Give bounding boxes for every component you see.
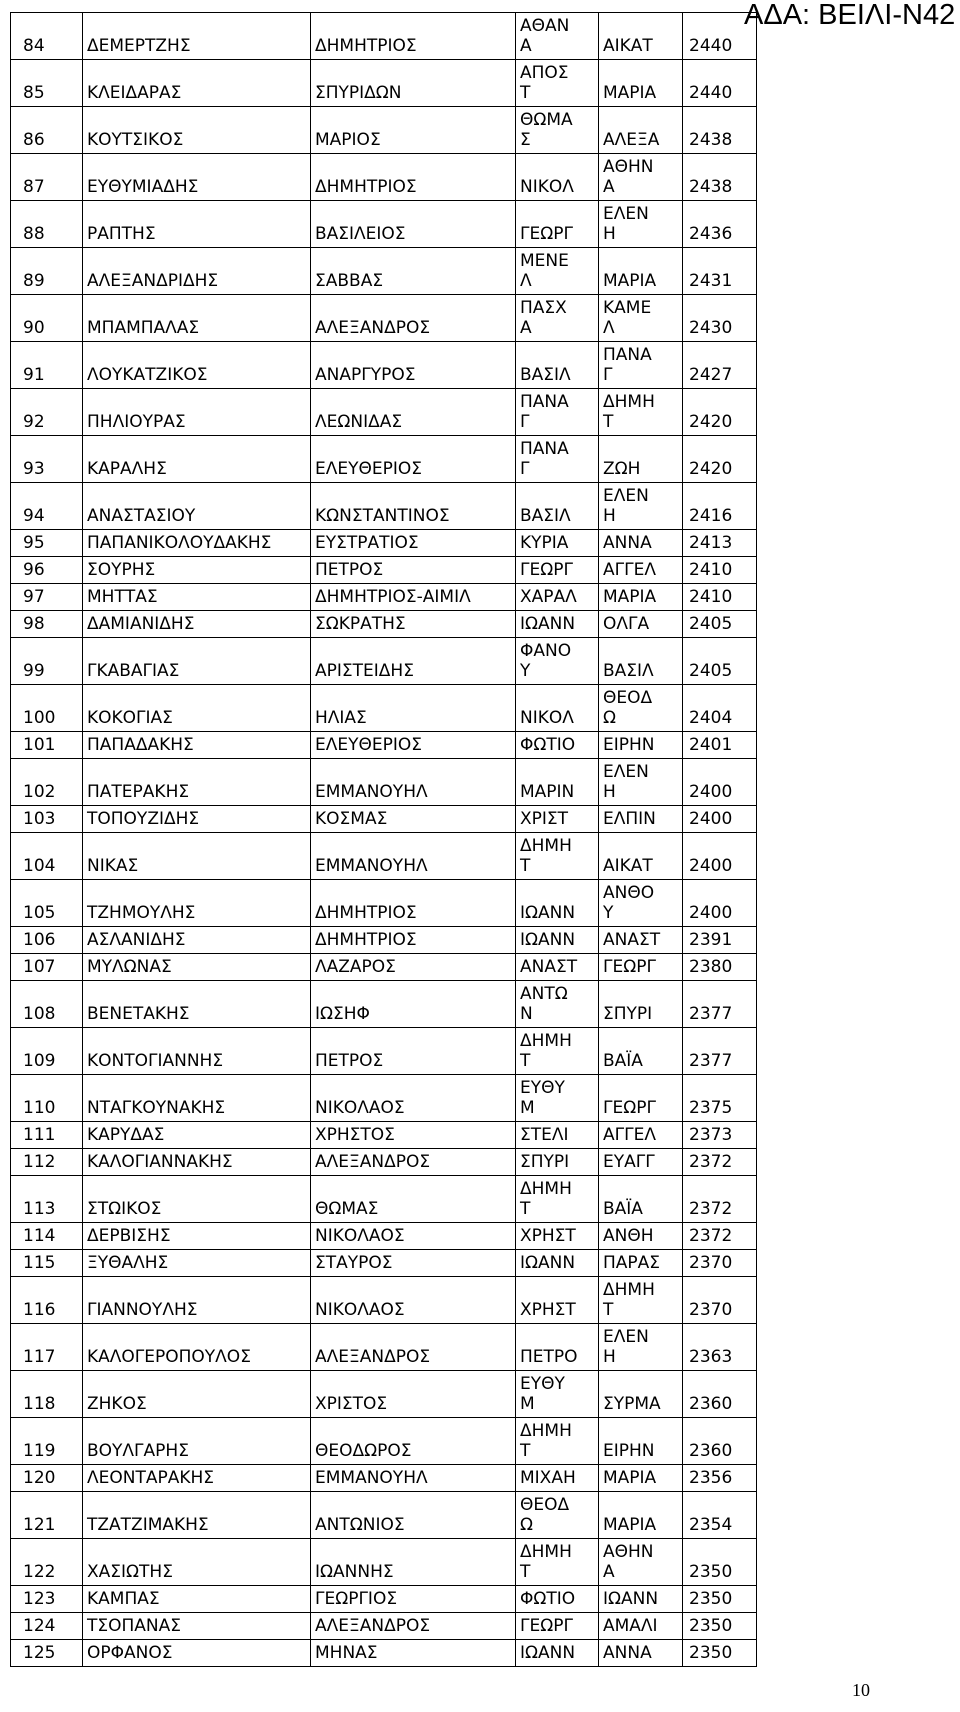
father-name-cell: ΜΑΡΙΝ <box>516 759 599 806</box>
row-number-cell: 112 <box>11 1149 83 1176</box>
first-name-cell: ΝΙΚΟΛΑΟΣ <box>311 1075 516 1122</box>
score-cell: 2372 <box>683 1176 757 1223</box>
surname-cell: ΚΟΚΟΓΙΑΣ <box>83 685 311 732</box>
table-row <box>11 1539 757 1586</box>
score-cell: 2380 <box>683 954 757 981</box>
first-name-cell: ΣΤΑΥΡΟΣ <box>311 1250 516 1277</box>
mother-name-cell: ΑΝΝΑ <box>599 530 683 557</box>
father-name-cell: ΒΑΣΙΛ <box>516 342 599 389</box>
row-number-cell: 95 <box>11 530 83 557</box>
mother-name-cell: ΑΙΚΑΤ <box>599 13 683 60</box>
table-row <box>11 1465 757 1492</box>
first-name-cell: ΕΛΕΥΘΕΡΙΟΣ <box>311 732 516 759</box>
mother-name-cell: ΜΑΡΙΑ <box>599 60 683 107</box>
first-name-cell: ΑΛΕΞΑΝΔΡΟΣ <box>311 295 516 342</box>
first-name-cell: ΛΑΖΑΡΟΣ <box>311 954 516 981</box>
surname-cell: ΔΑΜΙΑΝΙΔΗΣ <box>83 611 311 638</box>
father-name-cell: ΦΩΤΙΟ <box>516 1586 599 1613</box>
row-number-cell: 105 <box>11 880 83 927</box>
surname-cell: ΣΤΩΙΚΟΣ <box>83 1176 311 1223</box>
table-row <box>11 584 757 611</box>
mother-name-cell: ΟΛΓΑ <box>599 611 683 638</box>
table-row <box>11 759 757 806</box>
first-name-cell: ΣΩΚΡΑΤΗΣ <box>311 611 516 638</box>
surname-cell: ΠΑΤΕΡΑΚΗΣ <box>83 759 311 806</box>
surname-cell: ΜΠΑΜΠΑΛΑΣ <box>83 295 311 342</box>
row-number-cell: 90 <box>11 295 83 342</box>
score-cell: 2375 <box>683 1075 757 1122</box>
father-name-cell: ΕΥΘΥ Μ <box>516 1371 599 1418</box>
first-name-cell: ΘΩΜΑΣ <box>311 1176 516 1223</box>
first-name-cell: ΝΙΚΟΛΑΟΣ <box>311 1223 516 1250</box>
father-name-cell: ΘΕΟΔ Ω <box>516 1492 599 1539</box>
score-cell: 2438 <box>683 107 757 154</box>
score-cell: 2350 <box>683 1640 757 1667</box>
mother-name-cell: ΕΛΕΝ Η <box>599 759 683 806</box>
row-number-cell: 104 <box>11 833 83 880</box>
first-name-cell: ΔΗΜΗΤΡΙΟΣ-ΑΙΜΙΛ <box>311 584 516 611</box>
page-number: 10 <box>852 1680 870 1700</box>
surname-cell: ΛΟΥΚΑΤΖΙΚΟΣ <box>83 342 311 389</box>
score-cell: 2401 <box>683 732 757 759</box>
table-row <box>11 1324 757 1371</box>
table-row <box>11 13 757 60</box>
father-name-cell: ΔΗΜΗ Τ <box>516 1539 599 1586</box>
table-row <box>11 248 757 295</box>
row-number-cell: 116 <box>11 1277 83 1324</box>
father-name-cell: ΑΝΤΩ Ν <box>516 981 599 1028</box>
father-name-cell: ΧΡΗΣΤ <box>516 1277 599 1324</box>
table-row <box>11 1613 757 1640</box>
mother-name-cell: ΑΝΑΣΤ <box>599 927 683 954</box>
first-name-cell: ΔΗΜΗΤΡΙΟΣ <box>311 927 516 954</box>
row-number-cell: 91 <box>11 342 83 389</box>
score-cell: 2436 <box>683 201 757 248</box>
table-row <box>11 927 757 954</box>
table-row <box>11 880 757 927</box>
mother-name-cell: ΑΘΗΝ Α <box>599 1539 683 1586</box>
first-name-cell: ΚΟΣΜΑΣ <box>311 806 516 833</box>
mother-name-cell: ΑΓΓΕΛ <box>599 1122 683 1149</box>
father-name-cell: ΦΩΤΙΟ <box>516 732 599 759</box>
mother-name-cell: ΒΑΪΑ <box>599 1028 683 1075</box>
first-name-cell: ΚΩΝΣΤΑΝΤΙΝΟΣ <box>311 483 516 530</box>
mother-name-cell: ΕΛΠΙΝ <box>599 806 683 833</box>
father-name-cell: ΦΑΝΟ Υ <box>516 638 599 685</box>
score-cell: 2405 <box>683 638 757 685</box>
score-cell: 2377 <box>683 1028 757 1075</box>
score-cell: 2354 <box>683 1492 757 1539</box>
score-cell: 2350 <box>683 1586 757 1613</box>
first-name-cell: ΝΙΚΟΛΑΟΣ <box>311 1277 516 1324</box>
score-cell: 2391 <box>683 927 757 954</box>
score-cell: 2440 <box>683 13 757 60</box>
surname-cell: ΑΛΕΞΑΝΔΡΙΔΗΣ <box>83 248 311 295</box>
row-number-cell: 108 <box>11 981 83 1028</box>
father-name-cell: ΠΑΣΧ Α <box>516 295 599 342</box>
father-name-cell: ΣΠΥΡΙ <box>516 1149 599 1176</box>
row-number-cell: 92 <box>11 389 83 436</box>
father-name-cell: ΙΩΑΝΝ <box>516 1250 599 1277</box>
table-row <box>11 60 757 107</box>
score-cell: 2413 <box>683 530 757 557</box>
score-cell: 2360 <box>683 1371 757 1418</box>
first-name-cell: ΧΡΙΣΤΟΣ <box>311 1371 516 1418</box>
father-name-cell: ΠΑΝΑ Γ <box>516 436 599 483</box>
mother-name-cell: ΖΩΗ <box>599 436 683 483</box>
father-name-cell: ΙΩΑΝΝ <box>516 880 599 927</box>
mother-name-cell: ΙΩΑΝΝ <box>599 1586 683 1613</box>
surname-cell: ΤΖΗΜΟΥΛΗΣ <box>83 880 311 927</box>
surname-cell: ΟΡΦΑΝΟΣ <box>83 1640 311 1667</box>
mother-name-cell: ΜΑΡΙΑ <box>599 1465 683 1492</box>
score-cell: 2430 <box>683 295 757 342</box>
mother-name-cell: ΕΛΕΝ Η <box>599 483 683 530</box>
table-row <box>11 389 757 436</box>
table-row <box>11 1640 757 1667</box>
mother-name-cell: ΕΛΕΝ Η <box>599 201 683 248</box>
surname-cell: ΣΟΥΡΗΣ <box>83 557 311 584</box>
surname-cell: ΒΟΥΛΓΑΡΗΣ <box>83 1418 311 1465</box>
score-cell: 2438 <box>683 154 757 201</box>
surname-cell: ΒΕΝΕΤΑΚΗΣ <box>83 981 311 1028</box>
mother-name-cell: ΣΠΥΡΙ <box>599 981 683 1028</box>
father-name-cell: ΘΩΜΑ Σ <box>516 107 599 154</box>
row-number-cell: 122 <box>11 1539 83 1586</box>
first-name-cell: ΙΩΑΝΝΗΣ <box>311 1539 516 1586</box>
score-cell: 2420 <box>683 389 757 436</box>
father-name-cell: ΔΗΜΗ Τ <box>516 1418 599 1465</box>
mother-name-cell: ΠΑΡΑΣ <box>599 1250 683 1277</box>
table-row <box>11 732 757 759</box>
surname-cell: ΧΑΣΙΩΤΗΣ <box>83 1539 311 1586</box>
row-number-cell: 93 <box>11 436 83 483</box>
score-cell: 2350 <box>683 1539 757 1586</box>
score-cell: 2420 <box>683 436 757 483</box>
row-number-cell: 103 <box>11 806 83 833</box>
surname-cell: ΚΑΡΑΛΗΣ <box>83 436 311 483</box>
score-cell: 2410 <box>683 584 757 611</box>
table-row <box>11 1250 757 1277</box>
first-name-cell: ΜΑΡΙΟΣ <box>311 107 516 154</box>
ada-code: ΑΔΑ: ΒΕΙΛΙ-Ν42 <box>744 0 956 31</box>
mother-name-cell: ΑΘΗΝ Α <box>599 154 683 201</box>
first-name-cell: ΔΗΜΗΤΡΙΟΣ <box>311 154 516 201</box>
father-name-cell: ΠΕΤΡΟ <box>516 1324 599 1371</box>
first-name-cell: ΑΝΤΩΝΙΟΣ <box>311 1492 516 1539</box>
score-cell: 2427 <box>683 342 757 389</box>
row-number-cell: 94 <box>11 483 83 530</box>
first-name-cell: ΕΥΣΤΡΑΤΙΟΣ <box>311 530 516 557</box>
row-number-cell: 121 <box>11 1492 83 1539</box>
table-row <box>11 1122 757 1149</box>
first-name-cell: ΑΡΙΣΤΕΙΔΗΣ <box>311 638 516 685</box>
father-name-cell: ΧΡΗΣΤ <box>516 1223 599 1250</box>
surname-cell: ΚΟΥΤΣΙΚΟΣ <box>83 107 311 154</box>
mother-name-cell: ΜΑΡΙΑ <box>599 1492 683 1539</box>
row-number-cell: 86 <box>11 107 83 154</box>
row-number-cell: 125 <box>11 1640 83 1667</box>
score-cell: 2404 <box>683 685 757 732</box>
father-name-cell: ΚΥΡΙΑ <box>516 530 599 557</box>
mother-name-cell: ΔΗΜΗ Τ <box>599 389 683 436</box>
table-row <box>11 611 757 638</box>
surname-cell: ΞΥΘΑΛΗΣ <box>83 1250 311 1277</box>
surname-cell: ΠΑΠΑΔΑΚΗΣ <box>83 732 311 759</box>
father-name-cell: ΧΑΡΑΛ <box>516 584 599 611</box>
row-number-cell: 102 <box>11 759 83 806</box>
table-row <box>11 557 757 584</box>
surname-cell: ΤΖΑΤΖΙΜΑΚΗΣ <box>83 1492 311 1539</box>
father-name-cell: ΕΥΘΥ Μ <box>516 1075 599 1122</box>
row-number-cell: 123 <box>11 1586 83 1613</box>
first-name-cell: ΔΗΜΗΤΡΙΟΣ <box>311 880 516 927</box>
mother-name-cell: ΑΜΑΛΙ <box>599 1613 683 1640</box>
first-name-cell: ΕΜΜΑΝΟΥΗΛ <box>311 833 516 880</box>
score-cell: 2372 <box>683 1149 757 1176</box>
surname-cell: ΜΗΤΤΑΣ <box>83 584 311 611</box>
mother-name-cell: ΘΕΟΔ Ω <box>599 685 683 732</box>
row-number-cell: 124 <box>11 1613 83 1640</box>
mother-name-cell: ΑΝΝΑ <box>599 1640 683 1667</box>
score-cell: 2373 <box>683 1122 757 1149</box>
mother-name-cell: ΕΥΑΓΓ <box>599 1149 683 1176</box>
first-name-cell: ΑΛΕΞΑΝΔΡΟΣ <box>311 1324 516 1371</box>
surname-cell: ΠΗΛΙΟΥΡΑΣ <box>83 389 311 436</box>
score-cell: 2431 <box>683 248 757 295</box>
first-name-cell: ΠΕΤΡΟΣ <box>311 1028 516 1075</box>
surname-cell: ΝΤΑΓΚΟΥΝΑΚΗΣ <box>83 1075 311 1122</box>
row-number-cell: 117 <box>11 1324 83 1371</box>
table-row <box>11 154 757 201</box>
surname-cell: ΔΕΜΕΡΤΖΗΣ <box>83 13 311 60</box>
first-name-cell: ΜΗΝΑΣ <box>311 1640 516 1667</box>
table-row <box>11 1223 757 1250</box>
table-row <box>11 1028 757 1075</box>
row-number-cell: 88 <box>11 201 83 248</box>
first-name-cell: ΘΕΟΔΩΡΟΣ <box>311 1418 516 1465</box>
table-row <box>11 638 757 685</box>
surname-cell: ΤΟΠΟΥΖΙΔΗΣ <box>83 806 311 833</box>
table-row <box>11 1586 757 1613</box>
surname-cell: ΡΑΠΤΗΣ <box>83 201 311 248</box>
score-cell: 2377 <box>683 981 757 1028</box>
surname-cell: ΚΑΛΟΓΙΑΝΝΑΚΗΣ <box>83 1149 311 1176</box>
row-number-cell: 96 <box>11 557 83 584</box>
father-name-cell: ΑΘΑΝ Α <box>516 13 599 60</box>
surname-cell: ΕΥΘΥΜΙΑΔΗΣ <box>83 154 311 201</box>
surname-cell: ΚΟΝΤΟΓΙΑΝΝΗΣ <box>83 1028 311 1075</box>
father-name-cell: ΧΡΙΣΤ <box>516 806 599 833</box>
father-name-cell: ΓΕΩΡΓ <box>516 557 599 584</box>
score-cell: 2400 <box>683 880 757 927</box>
first-name-cell: ΗΛΙΑΣ <box>311 685 516 732</box>
row-number-cell: 100 <box>11 685 83 732</box>
father-name-cell: ΑΠΟΣ Τ <box>516 60 599 107</box>
table-row <box>11 1492 757 1539</box>
mother-name-cell: ΒΑΣΙΛ <box>599 638 683 685</box>
surname-cell: ΜΥΛΩΝΑΣ <box>83 954 311 981</box>
table-row <box>11 1176 757 1223</box>
table-row <box>11 1371 757 1418</box>
father-name-cell: ΔΗΜΗ Τ <box>516 1176 599 1223</box>
table-row <box>11 1149 757 1176</box>
first-name-cell: ΑΛΕΞΑΝΔΡΟΣ <box>311 1149 516 1176</box>
table-row <box>11 685 757 732</box>
mother-name-cell: ΑΙΚΑΤ <box>599 833 683 880</box>
mother-name-cell: ΔΗΜΗ Τ <box>599 1277 683 1324</box>
table-row <box>11 806 757 833</box>
mother-name-cell: ΕΛΕΝ Η <box>599 1324 683 1371</box>
mother-name-cell: ΜΑΡΙΑ <box>599 248 683 295</box>
father-name-cell: ΠΑΝΑ Γ <box>516 389 599 436</box>
row-number-cell: 119 <box>11 1418 83 1465</box>
row-number-cell: 120 <box>11 1465 83 1492</box>
score-cell: 2405 <box>683 611 757 638</box>
row-number-cell: 111 <box>11 1122 83 1149</box>
mother-name-cell: ΑΛΕΞΑ <box>599 107 683 154</box>
surname-cell: ΔΕΡΒΙΣΗΣ <box>83 1223 311 1250</box>
table-row <box>11 1418 757 1465</box>
mother-name-cell: ΣΥΡΜΑ <box>599 1371 683 1418</box>
mother-name-cell: ΕΙΡΗΝ <box>599 732 683 759</box>
father-name-cell: ΝΙΚΟΛ <box>516 154 599 201</box>
score-cell: 2370 <box>683 1277 757 1324</box>
table-row <box>11 981 757 1028</box>
father-name-cell: ΔΗΜΗ Τ <box>516 1028 599 1075</box>
surname-cell: ΓΚΑΒΑΓΙΑΣ <box>83 638 311 685</box>
first-name-cell: ΣΠΥΡΙΔΩΝ <box>311 60 516 107</box>
score-cell: 2400 <box>683 806 757 833</box>
surname-cell: ΚΛΕΙΔΑΡΑΣ <box>83 60 311 107</box>
father-name-cell: ΓΕΩΡΓ <box>516 1613 599 1640</box>
surname-cell: ΠΑΠΑΝΙΚΟΛΟΥΔΑΚΗΣ <box>83 530 311 557</box>
table-row <box>11 483 757 530</box>
table-row <box>11 342 757 389</box>
father-name-cell: ΣΤΕΛΙ <box>516 1122 599 1149</box>
ranking-table-body <box>11 13 757 1667</box>
father-name-cell: ΒΑΣΙΛ <box>516 483 599 530</box>
score-cell: 2370 <box>683 1250 757 1277</box>
father-name-cell: ΜΕΝΕ Λ <box>516 248 599 295</box>
surname-cell: ΖΗΚΟΣ <box>83 1371 311 1418</box>
first-name-cell: ΛΕΩΝΙΔΑΣ <box>311 389 516 436</box>
score-cell: 2356 <box>683 1465 757 1492</box>
score-cell: 2440 <box>683 60 757 107</box>
surname-cell: ΚΑΜΠΑΣ <box>83 1586 311 1613</box>
father-name-cell: ΓΕΩΡΓ <box>516 201 599 248</box>
table-row <box>11 201 757 248</box>
first-name-cell: ΠΕΤΡΟΣ <box>311 557 516 584</box>
first-name-cell: ΧΡΗΣΤΟΣ <box>311 1122 516 1149</box>
surname-cell: ΝΙΚΑΣ <box>83 833 311 880</box>
table-row <box>11 954 757 981</box>
row-number-cell: 109 <box>11 1028 83 1075</box>
mother-name-cell: ΠΑΝΑ Γ <box>599 342 683 389</box>
table-row <box>11 295 757 342</box>
score-cell: 2400 <box>683 833 757 880</box>
surname-cell: ΑΝΑΣΤΑΣΙΟΥ <box>83 483 311 530</box>
mother-name-cell: ΒΑΪΑ <box>599 1176 683 1223</box>
row-number-cell: 85 <box>11 60 83 107</box>
father-name-cell: ΔΗΜΗ Τ <box>516 833 599 880</box>
father-name-cell: ΜΙΧΑΗ <box>516 1465 599 1492</box>
table-row <box>11 530 757 557</box>
surname-cell: ΚΑΡΥΔΑΣ <box>83 1122 311 1149</box>
row-number-cell: 110 <box>11 1075 83 1122</box>
surname-cell: ΚΑΛΟΓΕΡΟΠΟΥΛΟΣ <box>83 1324 311 1371</box>
father-name-cell: ΙΩΑΝΝ <box>516 611 599 638</box>
table-row <box>11 107 757 154</box>
mother-name-cell: ΑΝΘΗ <box>599 1223 683 1250</box>
score-cell: 2416 <box>683 483 757 530</box>
table-row <box>11 1277 757 1324</box>
first-name-cell: ΕΜΜΑΝΟΥΗΛ <box>311 759 516 806</box>
score-cell: 2400 <box>683 759 757 806</box>
father-name-cell: ΙΩΑΝΝ <box>516 1640 599 1667</box>
ranking-table <box>10 12 757 1667</box>
father-name-cell: ΝΙΚΟΛ <box>516 685 599 732</box>
first-name-cell: ΔΗΜΗΤΡΙΟΣ <box>311 13 516 60</box>
surname-cell: ΓΙΑΝΝΟΥΛΗΣ <box>83 1277 311 1324</box>
surname-cell: ΑΣΛΑΝΙΔΗΣ <box>83 927 311 954</box>
mother-name-cell: ΜΑΡΙΑ <box>599 584 683 611</box>
row-number-cell: 87 <box>11 154 83 201</box>
first-name-cell: ΑΛΕΞΑΝΔΡΟΣ <box>311 1613 516 1640</box>
row-number-cell: 115 <box>11 1250 83 1277</box>
mother-name-cell: ΓΕΩΡΓ <box>599 1075 683 1122</box>
row-number-cell: 107 <box>11 954 83 981</box>
row-number-cell: 99 <box>11 638 83 685</box>
father-name-cell: ΑΝΑΣΤ <box>516 954 599 981</box>
mother-name-cell: ΑΝΘΟ Υ <box>599 880 683 927</box>
score-cell: 2360 <box>683 1418 757 1465</box>
surname-cell: ΛΕΟΝΤΑΡΑΚΗΣ <box>83 1465 311 1492</box>
row-number-cell: 114 <box>11 1223 83 1250</box>
row-number-cell: 97 <box>11 584 83 611</box>
first-name-cell: ΣΑΒΒΑΣ <box>311 248 516 295</box>
score-cell: 2410 <box>683 557 757 584</box>
table-row <box>11 1075 757 1122</box>
table-row <box>11 833 757 880</box>
row-number-cell: 101 <box>11 732 83 759</box>
first-name-cell: ΑΝΑΡΓΥΡΟΣ <box>311 342 516 389</box>
row-number-cell: 113 <box>11 1176 83 1223</box>
surname-cell: ΤΣΟΠΑΝΑΣ <box>83 1613 311 1640</box>
score-cell: 2372 <box>683 1223 757 1250</box>
row-number-cell: 106 <box>11 927 83 954</box>
first-name-cell: ΙΩΣΗΦ <box>311 981 516 1028</box>
row-number-cell: 118 <box>11 1371 83 1418</box>
table-row <box>11 436 757 483</box>
first-name-cell: ΓΕΩΡΓΙΟΣ <box>311 1586 516 1613</box>
score-cell: 2363 <box>683 1324 757 1371</box>
row-number-cell: 84 <box>11 13 83 60</box>
first-name-cell: ΕΛΕΥΘΕΡΙΟΣ <box>311 436 516 483</box>
first-name-cell: ΒΑΣΙΛΕΙΟΣ <box>311 201 516 248</box>
row-number-cell: 98 <box>11 611 83 638</box>
mother-name-cell: ΕΙΡΗΝ <box>599 1418 683 1465</box>
row-number-cell: 89 <box>11 248 83 295</box>
mother-name-cell: ΓΕΩΡΓ <box>599 954 683 981</box>
first-name-cell: ΕΜΜΑΝΟΥΗΛ <box>311 1465 516 1492</box>
father-name-cell: ΙΩΑΝΝ <box>516 927 599 954</box>
mother-name-cell: ΚΑΜΕ Λ <box>599 295 683 342</box>
score-cell: 2350 <box>683 1613 757 1640</box>
mother-name-cell: ΑΓΓΕΛ <box>599 557 683 584</box>
